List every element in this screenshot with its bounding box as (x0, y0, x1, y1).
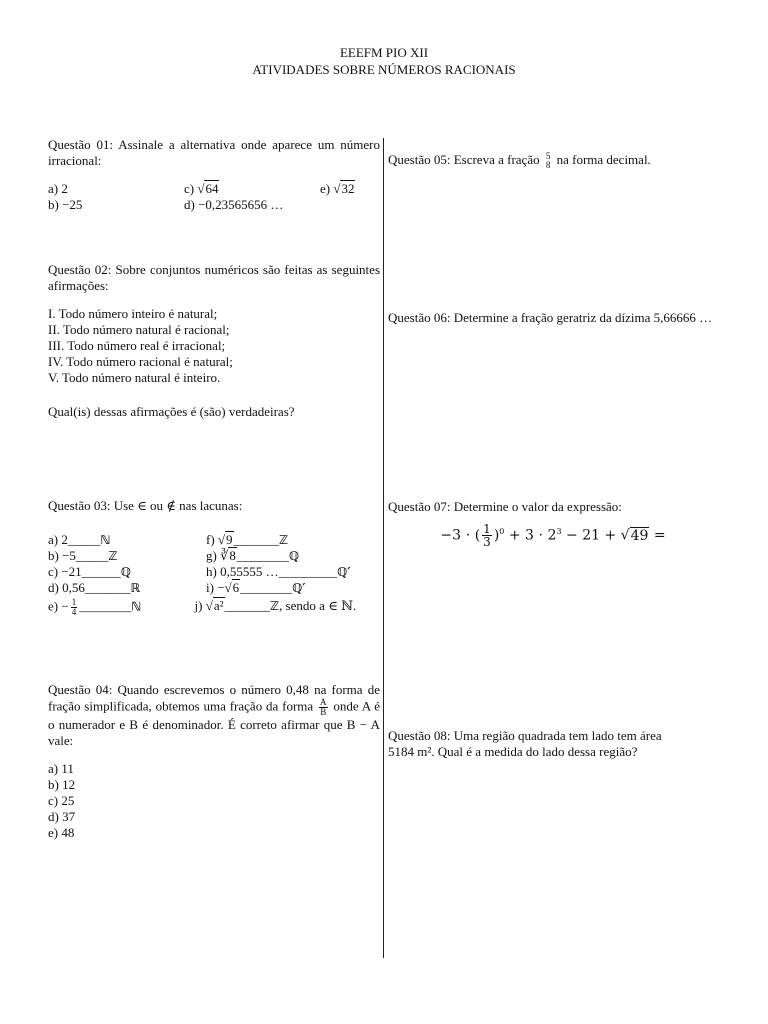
q01-title: Questão 01: Assinale a alternativa onde aparece um número irracional: (48, 137, 380, 168)
q02-statement: II. Todo número natural é racional; (48, 322, 230, 337)
page-title: ATIVIDADES SOBRE NÚMEROS RACIONAIS (252, 62, 516, 77)
q04-title: Questão 04: Quando escrevemos o número 0,48 na forma de fração simplificada, obtemos uma fração da forma $\frac{A}{B}$ onde A é o numerador e B é denominador. É correto afirmar que B − A vale: (48, 682, 381, 748)
q07-title: Questão 07: Determine o valor da expressão: (388, 499, 622, 514)
q04-option: e) 48 (48, 825, 75, 840)
question-06 (388, 310, 718, 326)
page-header (0, 44, 768, 78)
q01-option-a: a) 2 (48, 181, 68, 196)
q03-item-g: g) ∛8________ℚ (206, 548, 300, 563)
q08-title-line1: Questão 08: Uma região quadrada tem lado tem área (388, 728, 662, 743)
question-04 (48, 682, 380, 841)
question-01 (48, 137, 380, 213)
q04-fraction: $\frac{A}{B}$ (320, 697, 327, 717)
q01-option-e: e) √32 (320, 181, 355, 196)
q03-title: Questão 03: Use ∈ ou ∉ nas lacunas: (48, 498, 243, 513)
q03-item-d: d) 0,56_______ℝ (48, 580, 140, 595)
q02-statement: III. Todo número real é irracional; (48, 338, 226, 353)
q02-title: Questão 02: Sobre conjuntos numéricos são feitas as seguintes afirmações: (48, 262, 380, 293)
q05-fraction: 5 8 (545, 151, 551, 171)
q02-statement: V. Todo número natural é inteiro. (48, 370, 221, 385)
q01-option-b: b) −25 (48, 197, 83, 212)
q06-title: Questão 06: Determine a fração geratriz da dízima 5,66666 … (388, 310, 713, 325)
q03-item-a: a) 2_____ℕ (48, 532, 111, 547)
q03-item-e: e) − $\frac{1}{4}$ ________ℕ (48, 597, 142, 617)
q03-item-j: j) √a²_______ℤ, sendo a ∈ ℕ. (194, 598, 357, 613)
q02-question: Qual(is) dessas afirmações é (são) verdadeiras? (48, 404, 295, 419)
q04-option: b) 12 (48, 777, 76, 792)
q04-option: c) 25 (48, 793, 75, 808)
q03-item-f: f) √9_______ℤ (206, 532, 289, 547)
question-03 (48, 498, 380, 617)
q03-item-c: c) −21______ℚ (48, 564, 131, 579)
q02-statement: I. Todo número inteiro é natural; (48, 306, 218, 321)
q04-option: d) 37 (48, 809, 76, 824)
q01-option-d: d) −0,23565656 … (184, 197, 284, 212)
q02-statement: IV. Todo número racional é natural; (48, 354, 233, 369)
q03-item-h: h) 0,55555 …_________ℚ′ (206, 564, 351, 579)
school-name: EEEFM PIO XII (339, 45, 429, 60)
q07-expression: −3 ⋅ ( $\frac{1}{3}$ )$^0 + 3 \cdot 2^3 - 21 + √49$ = (440, 522, 666, 549)
q03-item-i: i) −√6________ℚ′ (206, 580, 306, 595)
column-divider (383, 138, 384, 958)
question-07 (388, 499, 718, 548)
q04-option: a) 11 (48, 761, 74, 776)
question-05: Questão 05: Escreva a fração 5 8 na forma decimal. (388, 151, 651, 171)
question-02 (48, 262, 380, 420)
q08-title-line2: 5184 m². Qual é a medida do lado dessa região? (388, 744, 638, 759)
q01-option-c: c) √64 (184, 181, 219, 196)
question-08 (388, 728, 718, 760)
q03-item-b: b) −5_____ℤ (48, 548, 118, 563)
